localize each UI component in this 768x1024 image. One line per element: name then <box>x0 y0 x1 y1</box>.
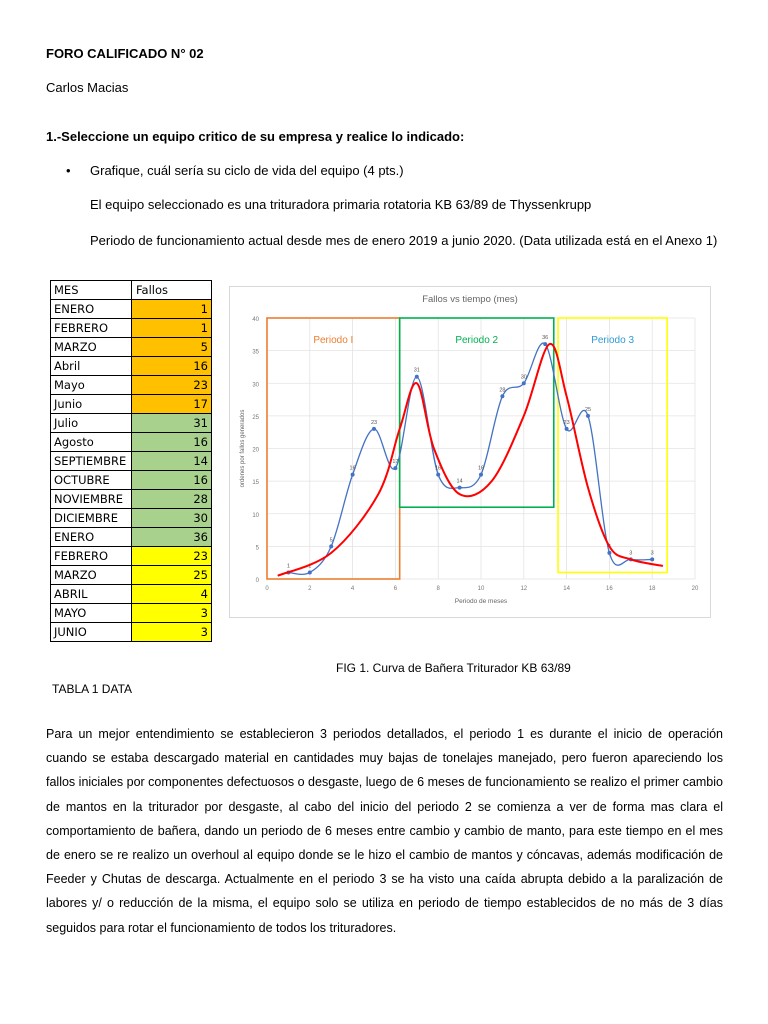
data-point <box>458 486 462 490</box>
bathtub-chart <box>230 287 710 617</box>
data-point <box>479 473 483 477</box>
cell-fallos: 4 <box>132 585 212 604</box>
cell-fallos: 17 <box>132 395 212 414</box>
cell-fallos: 30 <box>132 509 212 528</box>
cell-mes: FEBRERO <box>51 547 132 566</box>
data-label: 1 <box>308 563 312 570</box>
table-row <box>51 300 212 319</box>
bullet-item: Grafique, cuál sería su ciclo de vida del equipo (4 pts.) <box>90 163 404 178</box>
data-label: 23 <box>563 419 570 426</box>
x-axis-label: Periodo de meses <box>454 598 508 605</box>
y-tick-label: 35 <box>252 349 259 356</box>
data-point <box>650 557 654 561</box>
table-header-row <box>51 281 212 300</box>
data-point <box>393 466 397 470</box>
data-point <box>543 342 547 346</box>
data-label: 16 <box>349 465 356 472</box>
y-tick-label: 30 <box>252 382 259 389</box>
y-tick-label: 40 <box>252 317 259 323</box>
table-row <box>51 585 212 604</box>
table-row <box>51 490 212 509</box>
x-tick-label: 6 <box>393 586 398 592</box>
column-header-fallos: Fallos <box>132 281 212 300</box>
data-label: 5 <box>329 537 333 544</box>
data-label: 14 <box>456 478 463 485</box>
cell-mes: ABRIL <box>51 585 132 604</box>
x-tick-label: 0 <box>265 586 269 592</box>
body-paragraph: Para un mejor entendimiento se establecieron 3 periodos detallados, el periodo 1 es durante el inicio de operación cuando se estaba descargado material en cantidades muy bajas de tonelajes manejado, pero fueron apareciendo los fallos iniciales por componentes defectuosos o desgaste, luego de 6 meses de funcionamiento se realizo el primer cambio de mantos en la triturador por desgaste, al cabo del inicio del periodo 2 se comienza a ver de forma mas clara el comportamiento de bañera, dando un periodo de 6 meses entre cambio y cambio de manto, para este tiempo en el mes de enero se re realizo un overhoul al equipo donde se le hizo el cambio de mantos y cóncavas, además modificación de Feeder y Chutas de descarga. Actualmente en el periodo 3 se ha visto una caída abrupta debido a la paralización de labores y/ o reducción de la misma, el equipo solo se utiliza en periodo de tiempo establecidos de no más de 3 días seguidos para rotar el funcionamiento de todos los trituradores. <box>46 727 723 935</box>
data-label: 30 <box>520 374 527 381</box>
cell-fallos: 14 <box>132 452 212 471</box>
cell-mes: MAYO <box>51 604 132 623</box>
cell-fallos: 23 <box>132 547 212 566</box>
table-row <box>51 509 212 528</box>
data-table <box>50 280 212 642</box>
cell-fallos: 16 <box>132 357 212 376</box>
table-row <box>51 414 212 433</box>
data-point <box>500 394 504 398</box>
data-label: 23 <box>370 419 378 426</box>
cell-fallos: 16 <box>132 471 212 490</box>
data-label: 16 <box>435 465 442 472</box>
data-point <box>415 375 419 379</box>
chart-title: Fallos vs tiempo (mes) <box>422 294 518 305</box>
cell-mes: MARZO <box>51 566 132 585</box>
data-point <box>329 544 333 548</box>
cell-mes: NOVIEMBRE <box>51 490 132 509</box>
cell-mes: SEPTIEMBRE <box>51 452 132 471</box>
x-tick-label: 16 <box>606 586 613 592</box>
equipment-paragraph: El equipo seleccionado es una trituradora primaria rotatoria KB 63/89 de Thyssenkrupp <box>90 197 592 212</box>
cell-mes: Agosto <box>51 433 132 452</box>
cell-fallos: 1 <box>132 319 212 338</box>
x-tick-label: 18 <box>648 586 656 592</box>
table-row <box>51 395 212 414</box>
data-point <box>522 381 526 385</box>
cell-mes: JUNIO <box>51 623 132 642</box>
period-box <box>400 318 554 507</box>
y-tick-label: 5 <box>255 545 259 552</box>
table-row <box>51 319 212 338</box>
table-row <box>51 528 212 547</box>
cell-fallos: 5 <box>132 338 212 357</box>
data-label: 16 <box>477 465 485 472</box>
x-tick-label: 2 <box>308 586 312 592</box>
cell-mes: MARZO <box>51 338 132 357</box>
data-label: 31 <box>413 367 420 374</box>
data-label: 28 <box>499 387 506 394</box>
series-line-fallos <box>288 343 652 574</box>
cell-mes: ENERO <box>51 300 132 319</box>
figure-caption: FIG 1. Curva de Bañera Triturador KB 63/89 <box>336 661 571 675</box>
table-row <box>51 452 212 471</box>
period-label: Periodo 2 <box>455 335 499 346</box>
table-row <box>51 623 212 642</box>
cell-mes: ENERO <box>51 528 132 547</box>
cell-fallos: 3 <box>132 623 212 642</box>
period-box <box>558 318 667 572</box>
y-tick-label: 10 <box>252 512 259 519</box>
cell-mes: Mayo <box>51 376 132 395</box>
x-tick-label: 10 <box>477 586 485 592</box>
document-title: FORO CALIFICADO N° 02 <box>46 46 204 61</box>
cell-fallos: 3 <box>132 604 212 623</box>
x-tick-label: 20 <box>691 586 699 592</box>
period-paragraph: Periodo de funcionamiento actual desde mes de enero 2019 a junio 2020. (Data utilizada está en el Anexo 1) <box>90 233 718 248</box>
cell-mes: Junio <box>51 395 132 414</box>
x-tick-label: 4 <box>350 586 355 592</box>
data-point <box>607 551 611 555</box>
cell-fallos: 36 <box>132 528 212 547</box>
data-label: 25 <box>584 406 592 413</box>
column-header-mes: MES <box>51 281 132 300</box>
cell-fallos: 28 <box>132 490 212 509</box>
data-point <box>436 473 440 477</box>
period-label: Periodo 3 <box>591 335 635 346</box>
cell-fallos: 31 <box>132 414 212 433</box>
data-label: 3 <box>650 550 654 557</box>
cell-mes: FEBRERO <box>51 319 132 338</box>
table-row <box>51 566 212 585</box>
data-point <box>565 427 569 431</box>
cell-mes: Abril <box>51 357 132 376</box>
cell-mes: OCTUBRE <box>51 471 132 490</box>
table-row <box>51 471 212 490</box>
y-axis-label: ordenes por fallos generados <box>240 409 246 488</box>
table-row <box>51 376 212 395</box>
y-tick-label: 25 <box>252 414 259 421</box>
y-tick-label: 0 <box>255 578 259 584</box>
cell-mes: DICIEMBRE <box>51 509 132 528</box>
table-row <box>51 547 212 566</box>
data-label: 17 <box>392 459 399 466</box>
data-point <box>586 414 590 418</box>
question-heading: 1.-Seleccione un equipo critico de su empresa y realice lo indicado: <box>46 129 465 144</box>
x-tick-label: 14 <box>563 586 570 592</box>
y-tick-label: 15 <box>252 480 259 487</box>
x-tick-label: 12 <box>520 586 528 592</box>
cell-fallos: 25 <box>132 566 212 585</box>
series-line-trend <box>278 344 663 576</box>
bullet-icon: • <box>66 163 71 178</box>
data-point <box>308 570 312 574</box>
y-tick-label: 20 <box>252 447 259 454</box>
cell-fallos: 1 <box>132 300 212 319</box>
author-name: Carlos Macias <box>46 80 129 95</box>
period-label: Periodo I <box>313 335 354 346</box>
data-label: 4 <box>607 543 611 550</box>
data-label: 1 <box>286 563 290 570</box>
x-tick-label: 8 <box>436 586 440 592</box>
table-row <box>51 357 212 376</box>
data-label: 3 <box>629 550 633 557</box>
data-point <box>372 427 376 431</box>
data-label: 36 <box>542 335 549 342</box>
table-row <box>51 338 212 357</box>
chart-container <box>229 286 711 618</box>
table-caption: TABLA 1 DATA <box>52 682 133 696</box>
cell-mes: Julio <box>51 414 132 433</box>
cell-fallos: 23 <box>132 376 212 395</box>
table-row <box>51 604 212 623</box>
table-row <box>51 433 212 452</box>
data-point <box>351 473 355 477</box>
cell-fallos: 16 <box>132 433 212 452</box>
